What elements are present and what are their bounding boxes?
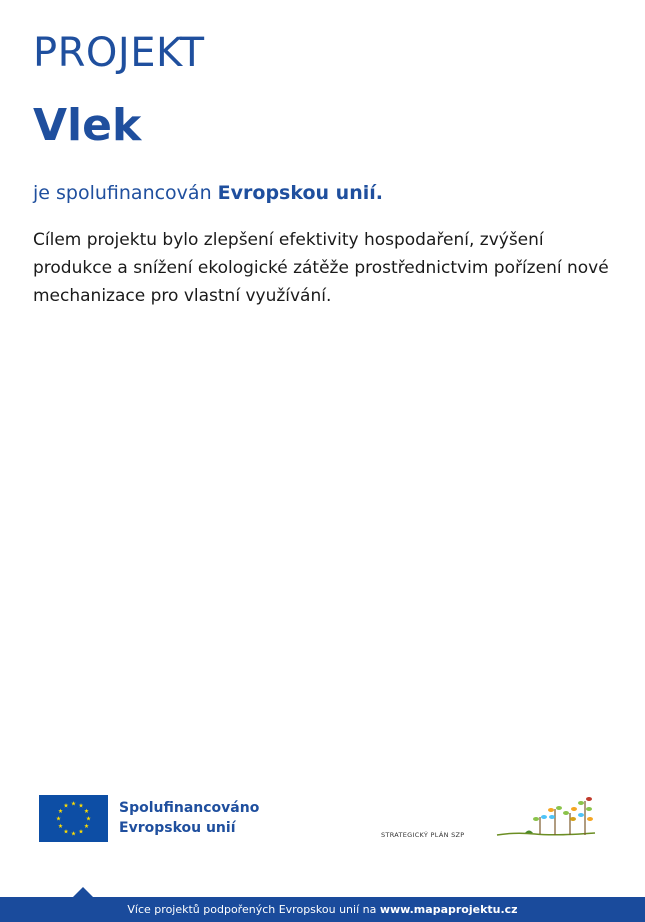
cofunding-prefix: je spolufinancován [33, 182, 218, 204]
page-heading: PROJEKT [33, 30, 205, 76]
eu-star-icon [71, 801, 76, 805]
project-description: Cílem projektu bylo zlepšení efektivity hospodaření, zvýšení produkce a snížení ekologické zátěže prostřednictvim pořízení nové mechanizace pro vlastní využívání. [33, 230, 609, 306]
footer-text: Více projektů podpořených Evropskou unií na [127, 903, 380, 916]
eu-flag-icon [39, 795, 108, 842]
footer-link[interactable]: www.mapaprojektu.cz [379, 903, 518, 916]
szp-tree-icon [495, 795, 605, 841]
cofunding-statement [33, 179, 383, 207]
eu-star-icon [86, 816, 91, 820]
footer-notch [73, 887, 93, 897]
project-title: Vlek [33, 100, 142, 151]
eu-star-icon [64, 803, 69, 807]
eu-star-icon [56, 816, 61, 820]
eu-star-icon [79, 803, 84, 807]
eu-star-icon [58, 809, 63, 813]
eu-star-icon [58, 824, 63, 828]
footer-bar [0, 897, 645, 922]
eu-star-icon [71, 831, 76, 835]
eu-star-icon [84, 809, 89, 813]
eu-logo-line1: Spolufinancováno [119, 800, 260, 816]
szp-label: STRATEGICKÝ PLÁN SZP [381, 831, 465, 839]
eu-star-icon [64, 829, 69, 833]
eu-star-icon [79, 829, 84, 833]
eu-star-icon [84, 824, 89, 828]
cofunding-emphasis: Evropskou unií. [217, 182, 383, 204]
eu-logo-line2: Evropskou unií [119, 820, 236, 836]
eu-logo-text [119, 798, 259, 838]
